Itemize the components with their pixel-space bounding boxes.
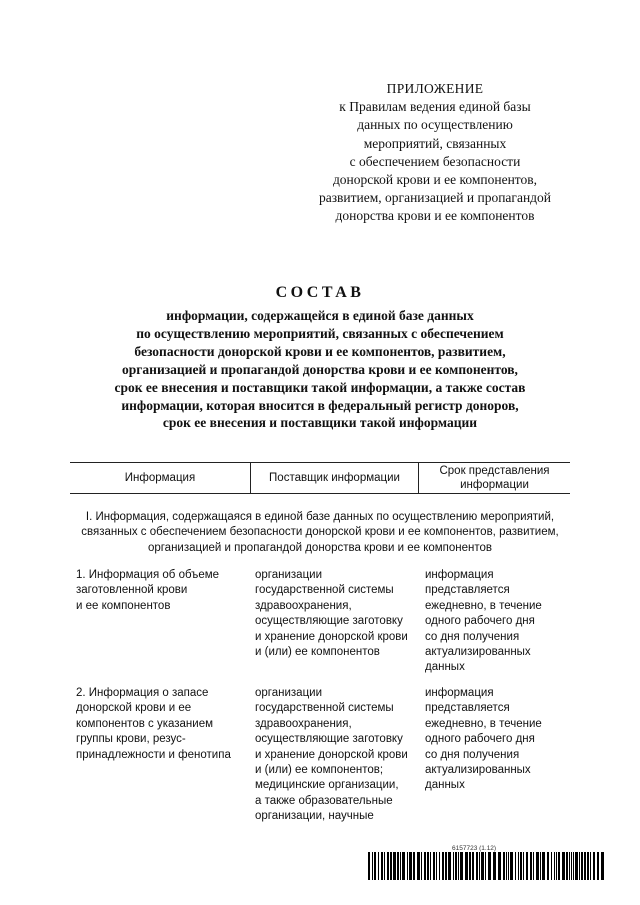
appendix-line: к Правилам ведения единой базы <box>339 99 531 115</box>
document-subtitle <box>80 307 560 432</box>
barcode-number: 6157723 (1.12) <box>452 845 497 852</box>
subtitle-line: по осуществлению мероприятий, связанных с обеспечением <box>136 325 504 341</box>
table-header-rule <box>70 493 570 494</box>
appendix-block <box>290 80 580 226</box>
header-information: Информация <box>124 472 196 484</box>
appendix-line: мероприятий, связанных <box>363 135 507 151</box>
section-heading: I. Информация, содержащаяся в единой базе данных по осуществлению мероприятий, связанных с обеспечением безопасности донорской крови и ее компонентов, развитием, организацией и пропагандой донорства крови и ее компонентов <box>81 511 559 554</box>
appendix-line: донорства крови и ее компонентов <box>335 208 535 224</box>
subtitle-line: безопасности донорской крови и ее компонентов, развитием, <box>134 343 506 359</box>
row2-information: 2. Информация о запасе донорской крови и ее компонентов с указанием группы крови, резус- принадлежности и фенотипа <box>76 687 231 761</box>
subtitle-line: информации, которая вносится в федеральный регистр доноров, <box>121 397 519 413</box>
appendix-line: данных по осуществлению <box>357 117 513 133</box>
document-title: СОСТАВ <box>275 284 365 301</box>
header-term: Срок представления информации <box>439 465 550 491</box>
subtitle-line: срок ее внесения и поставщики такой информации <box>162 415 478 431</box>
row1-provider: организации государственной системы здравоохранения, осуществляющие заготовку и хранение донорской крови и (или) ее компонентов <box>255 569 408 659</box>
appendix-line: развитием, организацией и пропагандой <box>318 190 552 206</box>
row1-term: информация представляется ежедневно, в течение одного рабочего дня со дня получения актуализированных данных <box>425 569 542 674</box>
barcode <box>368 852 606 880</box>
subtitle-line: срок ее внесения и поставщики такой информации, а также состав <box>114 379 526 395</box>
subtitle-line: организацией и пропагандой донорства крови и ее компонентов, <box>122 361 518 377</box>
appendix-heading: ПРИЛОЖЕНИЕ <box>386 81 484 96</box>
appendix-line: донорской крови и ее компонентов, <box>332 172 538 188</box>
header-provider: Поставщик информации <box>269 472 400 484</box>
appendix-line: с обеспечением безопасности <box>349 153 521 169</box>
subtitle-line: информации, содержащейся в единой базе данных <box>166 308 474 323</box>
row1-information: 1. Информация об объеме заготовленной крови и ее компонентов <box>76 569 220 612</box>
row2-term: информация представляется ежедневно, в течение одного рабочего дня со дня получения актуализированных данных <box>425 687 542 792</box>
row2-provider: организации государственной системы здравоохранения, осуществляющие заготовку и хранение донорской крови и (или) ее компонентов; медицинские организации, а также образовательные организации, научные <box>255 687 408 823</box>
